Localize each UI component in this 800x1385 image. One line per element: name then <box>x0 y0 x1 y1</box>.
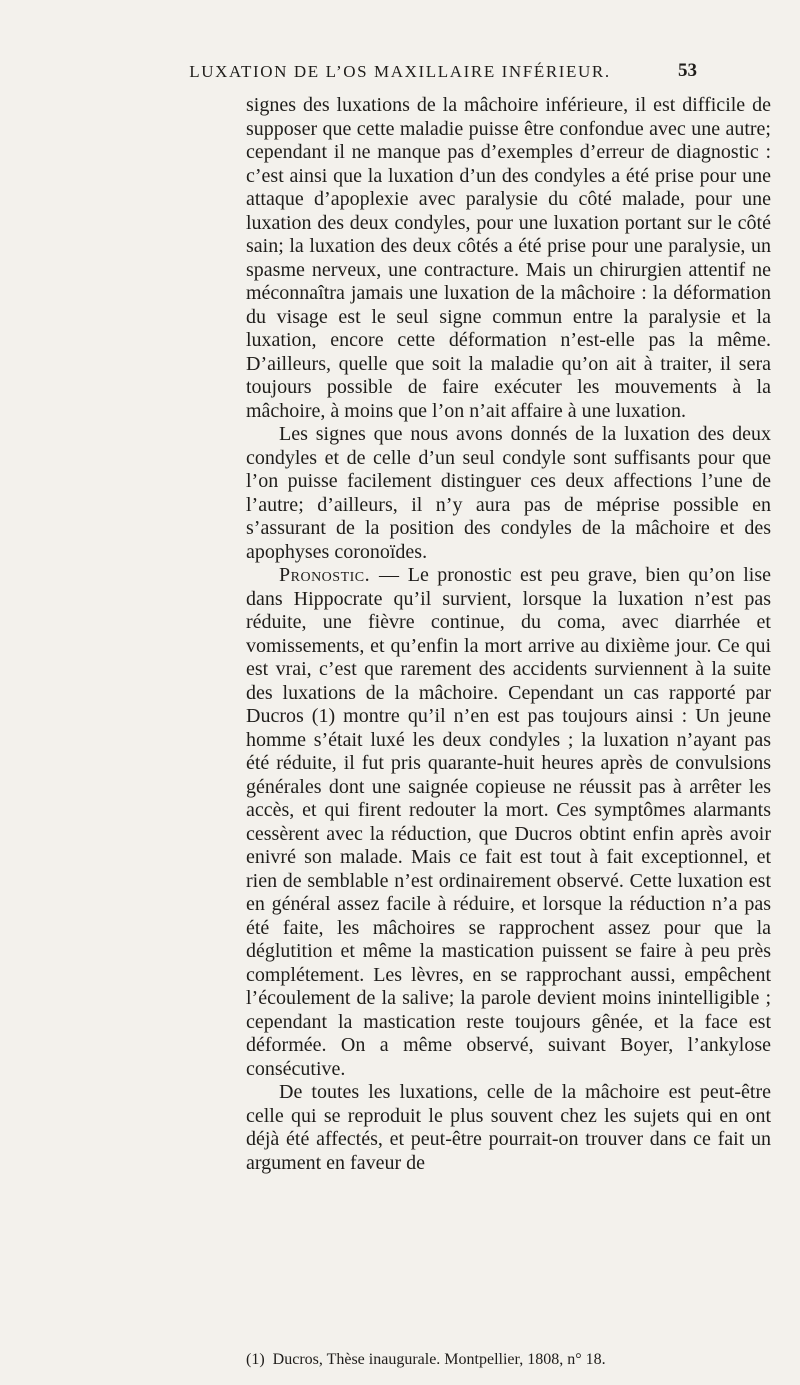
paragraph-signs: Les signes que nous avons donnés de la luxation des deux condyles et de celle d’un seul condyle sont suffisants pour que l’on puisse facilement distinguer ces deux affections l’une de l’autre; d’ailleurs, il n’y aura pas de méprise possible en s’assurant de la position des condyles de la mâchoire et des apophyses coronoïdes. <box>246 423 771 563</box>
running-head: LUXATION DE L’OS MAXILLAIRE INFÉRIEUR. <box>189 62 611 81</box>
paragraph-prognosis <box>246 564 771 1081</box>
prognosis-text: Le pronostic est peu grave, bien qu’on lise dans Hippocrate qu’il survient, lorsque la luxation n’est pas réduite, une fièvre continue, du coma, avec diarrhée et vomissements, et qu’enfin la mort arrive au dixième jour. Ce qui est vrai, c’est que rarement des accidents surviennent à la suite des luxations de la mâchoire. Cependant un cas rapporté par Ducros (1) montre qu’il n’en est pas toujours ainsi : Un jeune homme s’était luxé les deux condyles ; la luxation n’ayant pas été réduite, il fut pris quarante-huit heures après de convulsions générales dont une saignée copieuse ne réussit pas à arrêter les accès, et qui firent redouter la mort. Ces symptômes alarmants cessèrent avec la réduction, que Ducros obtint enfin après avoir enivré son malade. Mais ce fait est tout à fait exceptionnel, et rien de semblable n’est ordinairement observé. Cette luxation est en général assez facile à réduire, et lorsque la réduction n’a pas été faite, les mâchoires se rapprochent assez pour que la déglutition et même la mastication puissent se faire à peu près complétement. Les lèvres, en se rapprochant aussi, empêchent l’écoulement de la salive; la parole devient moins inintelligible ; cependant la mastication reste toujours gênée, et la face est déformée. On a même observé, suivant Boyer, l’ankylose consécutive. <box>246 564 771 1080</box>
paragraph-diagnosis: signes des luxations de la mâchoire inférieure, il est difficile de supposer que cette maladie puisse être confondue avec une autre; cependant il ne manque pas d’exemples d’erreur de diagnostic : c’est ainsi que la luxation d’un des condyles a été prise pour une attaque d’apoplexie avec paralysie du côté malade, pour une luxation des deux condyles, pour une luxation portant sur le côté sain; la luxation des deux côtés a été prise pour une paralysie, un spasme nerveux, une contracture. Mais un chirurgien attentif ne méconnaîtra jamais une luxation de la mâchoire : la déformation du visage est le seul signe commun entre la paralysie et la luxation, encore cette déformation n’est-elle pas la même. D’ailleurs, quelle que soit la maladie qu’on ait à traiter, il sera toujours possible de faire exécuter les mouvements à la mâchoire, à moins que l’on n’ait affaire à une luxation. <box>246 94 771 422</box>
body-text <box>246 94 771 1175</box>
footnote-number: (1) <box>246 1351 265 1368</box>
paragraph-recurrence: De toutes les luxations, celle de la mâchoire est peut-être celle qui se reproduit le plus souvent chez les sujets qui en ont déjà été affectés, et peut-être pourrait-on trouver dans ce fait un argument en faveur de <box>246 1081 771 1174</box>
footnote-text: Ducros, Thèse inaugurale. Montpellier, 1808, n° 18. <box>272 1351 606 1368</box>
page-number: 53 <box>678 60 697 81</box>
section-heading-pronostic: Pronostic. — <box>279 564 400 586</box>
footnote <box>246 1350 771 1370</box>
